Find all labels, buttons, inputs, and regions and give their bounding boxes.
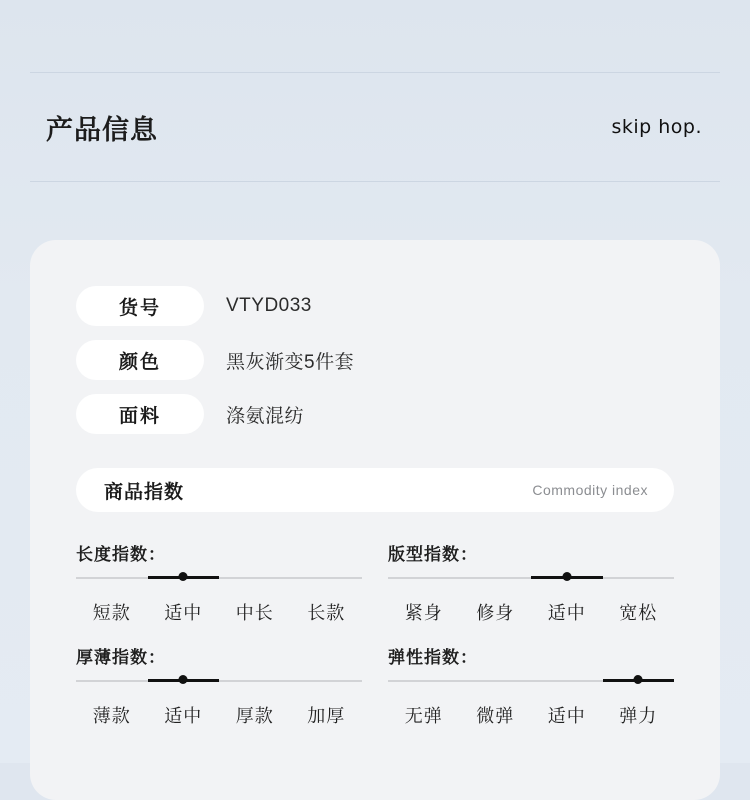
scale-item-selected[interactable] [603,680,675,728]
spec-label-item-number: 货号 [76,286,204,326]
scale-item-label: 适中 [164,706,203,726]
scale-item-label: 长款 [307,603,346,623]
scale-item-label: 适中 [164,603,203,623]
scale-item-selected[interactable] [148,680,220,728]
scale-item[interactable] [76,680,148,728]
spec-label-fabric: 面料 [76,394,204,434]
scale-item[interactable] [388,680,460,728]
scale-item-label: 薄款 [92,706,131,726]
scale-track [388,680,460,682]
scale-track [531,680,603,682]
scale-item-label: 适中 [547,706,586,726]
page-header [30,72,720,182]
spec-value-color: 黑灰渐变5件套 [226,351,355,373]
scale-knob-icon [179,675,188,684]
scale-track [76,680,148,682]
scale-item[interactable] [219,680,291,728]
scale-item-label: 厚款 [235,706,274,726]
scale-knob-icon [562,572,571,581]
scale-item[interactable] [388,577,460,625]
scale-item-label: 无弹 [404,706,443,726]
spec-row [76,340,674,380]
scale-item-label: 加厚 [307,706,346,726]
scale-item[interactable] [603,577,675,625]
scale-item-label: 微弹 [476,706,515,726]
scale-item[interactable] [219,577,291,625]
index-label-thickness: 厚薄指数： [76,648,166,667]
scale-track [219,577,291,579]
index-scale-thickness [76,680,362,728]
scale-track [460,577,532,579]
spec-value-fabric: 涤氨混纺 [226,405,305,427]
scale-item[interactable] [531,680,603,728]
index-group-thickness [76,643,362,728]
commodity-index-header [76,468,674,512]
scale-track [219,680,291,682]
scale-item-label: 紧身 [404,603,443,623]
index-group-fit [388,540,674,625]
index-scale-fit [388,577,674,625]
scale-track [76,577,148,579]
scale-item[interactable] [460,680,532,728]
commodity-index-title: 商品指数 [104,481,185,503]
scale-track [291,680,363,682]
scale-track [603,577,675,579]
spec-label-color: 颜色 [76,340,204,380]
product-info-card [30,240,720,800]
index-label-elasticity: 弹性指数： [388,648,478,667]
commodity-index-subtitle: Commodity index [532,482,648,498]
spec-row [76,286,674,326]
index-label-length: 长度指数： [76,545,166,564]
brand-logo: skip hop. [611,116,702,138]
scale-item-label: 短款 [92,603,131,623]
scale-item-selected[interactable] [531,577,603,625]
scale-item-label: 宽松 [619,603,658,623]
index-scale-length [76,577,362,625]
scale-item-label: 中长 [235,603,274,623]
index-label-fit: 版型指数： [388,545,478,564]
index-group-elasticity [388,643,674,728]
scale-item[interactable] [76,577,148,625]
spec-value-item-number: VTYD033 [226,295,312,316]
scale-item-selected[interactable] [148,577,220,625]
scale-item-label: 适中 [547,603,586,623]
index-grid [76,540,674,728]
scale-track [291,577,363,579]
index-group-length [76,540,362,625]
scale-item-label: 弹力 [619,706,658,726]
scale-item[interactable] [291,577,363,625]
spec-row [76,394,674,434]
page-title: 产品信息 [46,114,158,145]
scale-knob-icon [179,572,188,581]
scale-knob-icon [634,675,643,684]
scale-item-label: 修身 [476,603,515,623]
scale-item[interactable] [460,577,532,625]
scale-item[interactable] [291,680,363,728]
index-scale-elasticity [388,680,674,728]
scale-track [460,680,532,682]
scale-track [388,577,460,579]
